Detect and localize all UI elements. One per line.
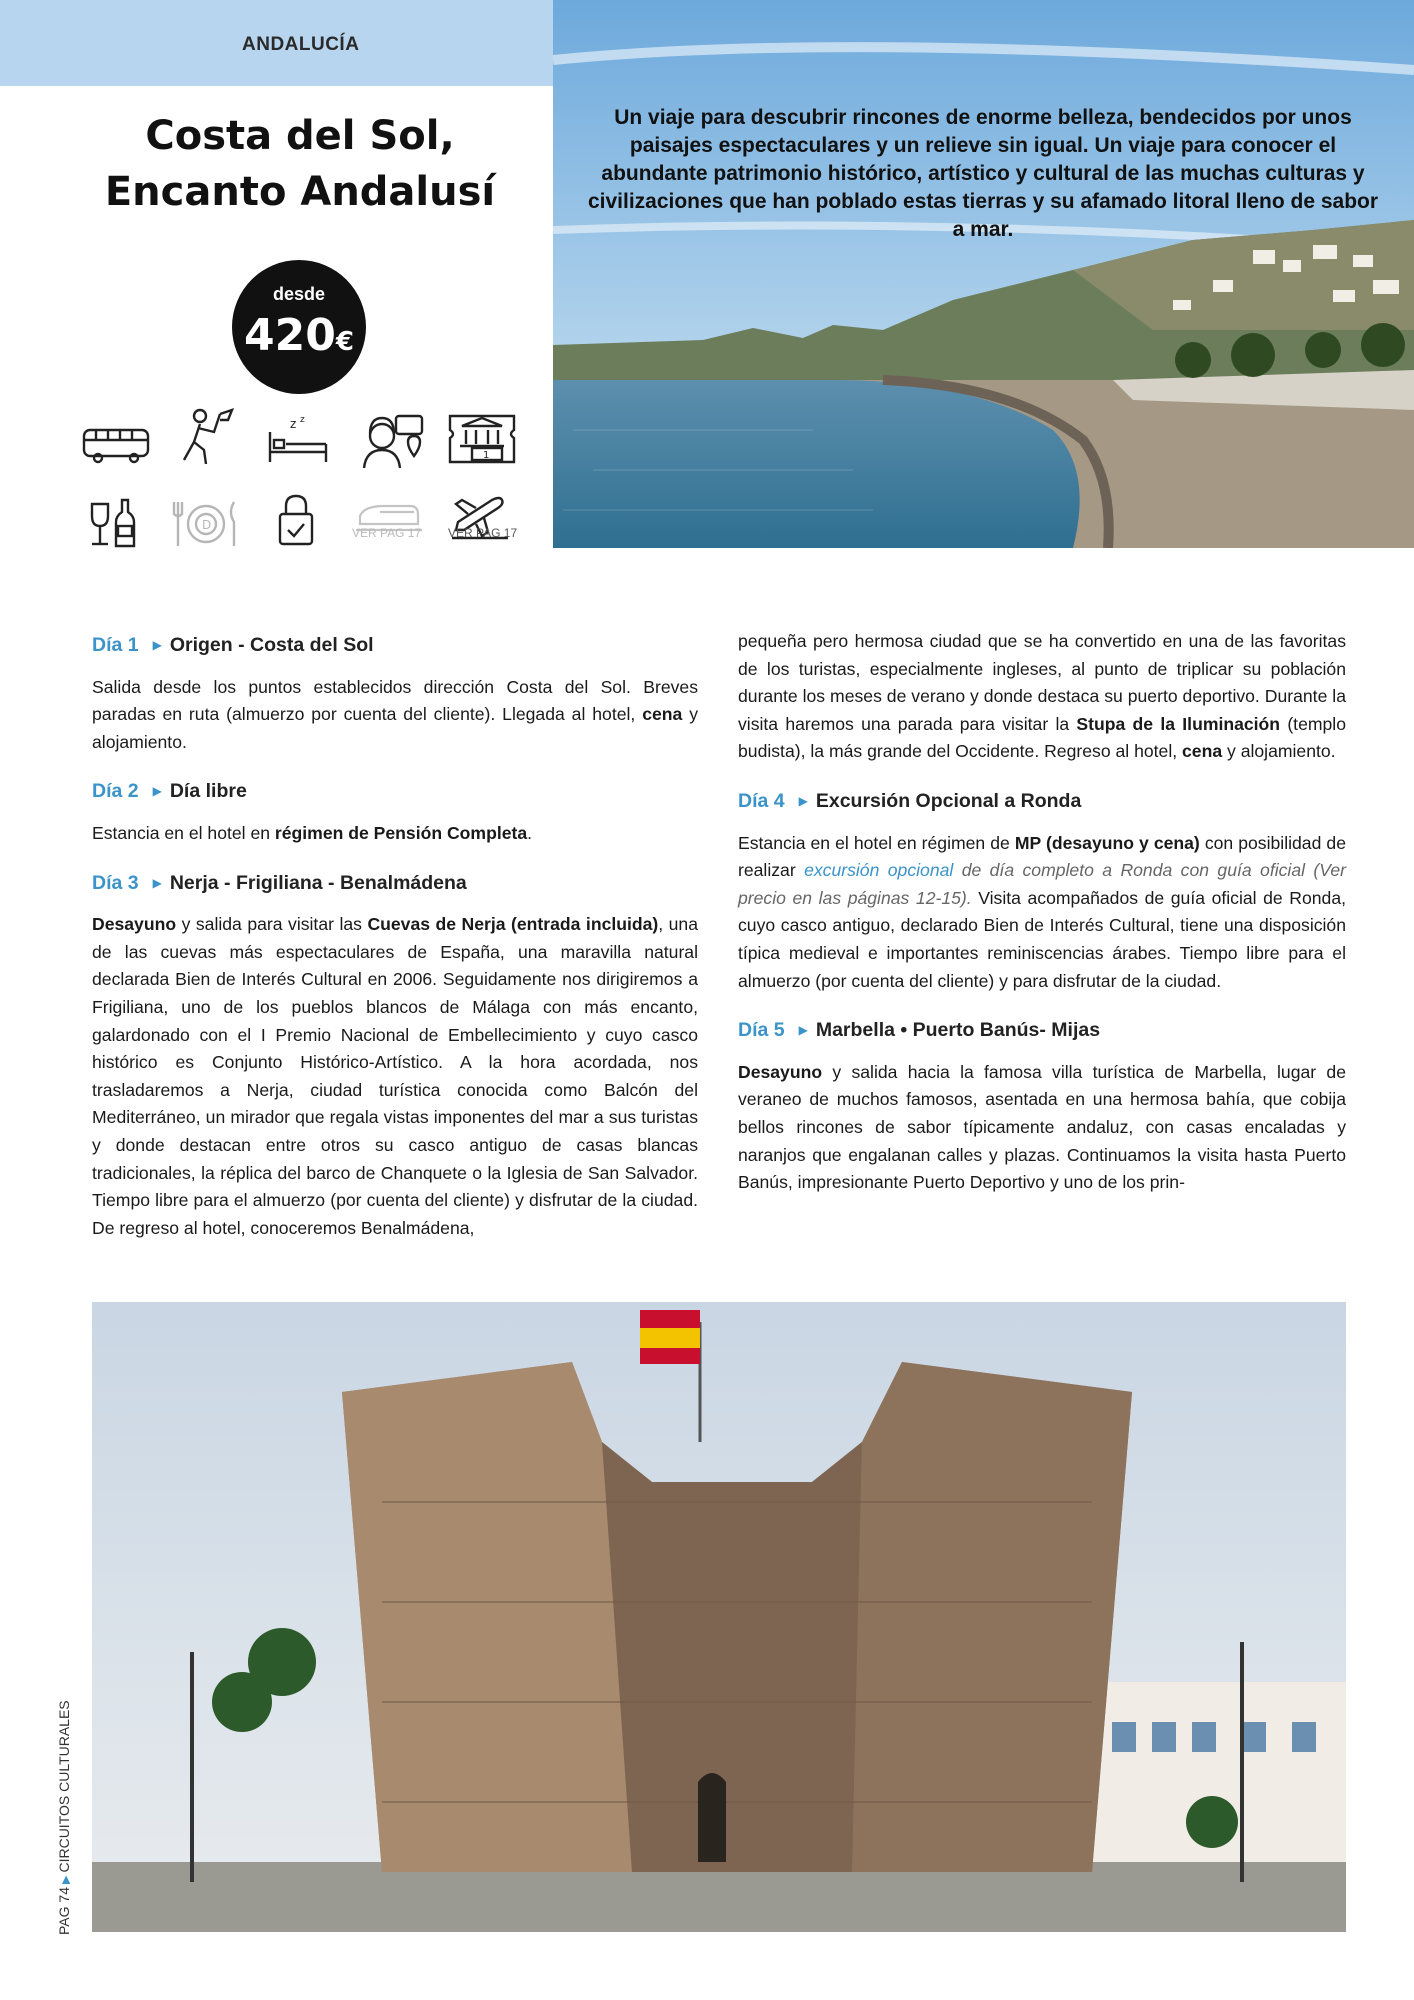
chevron-right-icon: ▶ bbox=[152, 638, 162, 652]
day-2-title: Día libre bbox=[169, 780, 247, 803]
day-3-text-part-2: pequeña pero hermosa ciudad que se ha convertido en una de las favoritas de los turistas, especialmente ingleses, al punto de triplicar su población durante los meses de verano y donde destaca su puerto deportivo. Durante la visita haremos una parada para visitar la Stupa de la Iluminación (templo budista), la más grande del Occidente. Regreso al hotel, cena y alojamiento. bbox=[738, 631, 1346, 762]
day-4-heading bbox=[738, 788, 1346, 816]
wine-icon bbox=[78, 490, 156, 560]
day-3-title: Nerja - Frigiliana - Benalmádena bbox=[169, 871, 467, 894]
tower-photo bbox=[92, 1302, 1346, 1932]
price-currency: € bbox=[335, 327, 354, 357]
price-prefix: desde bbox=[272, 284, 326, 304]
chevron-right-icon: ▶ bbox=[60, 1875, 72, 1884]
tour-title-line-1: Costa del Sol, bbox=[145, 113, 455, 159]
price-amount-line bbox=[232, 310, 366, 361]
train-caption: VER PAG 17 bbox=[352, 526, 422, 540]
meal-icon bbox=[168, 490, 246, 560]
day-1-number: Día 1 bbox=[92, 634, 139, 656]
chevron-right-icon: ▶ bbox=[798, 793, 808, 808]
day-2-number: Día 2 bbox=[92, 780, 139, 803]
day-5-number: Día 5 bbox=[738, 1019, 785, 1042]
day-1-title: Origen - Costa del Sol bbox=[169, 634, 374, 656]
svg-text:1: 1 bbox=[483, 450, 490, 461]
plane-caption: VER PAG 17 bbox=[448, 526, 518, 540]
page-footer bbox=[56, 1700, 72, 1935]
intro-text: Un viaje para descubrir rincones de enorme belleza, bendecidos por unos paisajes espectaculares y un relieve sin igual. Un viaje para conocer el abundante patrimonio histórico, artístico y cultural de las muchas culturas y civilizaciones que han poblado estas tierras y su afamado litoral lleno de sabor a mar. bbox=[587, 106, 1379, 241]
day-4-title: Excursión Opcional a Ronda bbox=[815, 789, 1082, 812]
ticket-entrance-icon bbox=[444, 404, 522, 474]
price-amount: 420 bbox=[244, 310, 336, 361]
chevron-right-icon: ▶ bbox=[798, 1023, 808, 1038]
day-5-text: Desayuno y salida hacia la famosa villa turística de Marbella, lugar de veraneo de muchos famosos, asentada en una hermosa bahía, que cobija bellos rincones de sabor típicamente andaluz, con casas encaladas y naranjos que engalanan calles y plazas. Continuamos la visita hasta Puerto Banús, impresionante Puerto Deportivo y uno de los prin- bbox=[738, 1061, 1346, 1193]
bus-icon bbox=[78, 408, 156, 478]
day-2-text: Estancia en el hotel en régimen de Pensión Completa. bbox=[92, 822, 533, 843]
coast-illustration bbox=[553, 0, 1414, 548]
chevron-right-icon: ▶ bbox=[152, 784, 162, 799]
svg-text:z: z bbox=[290, 417, 297, 431]
day-4-text: Estancia en el hotel en régimen de MP (desayuno y cena) con posibilidad de realizar excursión opcional de día completo a Ronda con guía oficial (Ver precio en las páginas 12-15). Visita acompañados de guía oficial de Ronda, cuyo casco antiguo, declarado Bien de Interés Cultural, tiene una disposición típica medieval e importantes reminiscencias árabes. Tiempo libre para el almuerzo (por cuenta del cliente) y para disfrutar de la ciudad. bbox=[738, 832, 1347, 991]
day-4-number: Día 4 bbox=[738, 789, 785, 812]
day-5-heading bbox=[738, 1017, 1346, 1045]
hero-coast-photo bbox=[553, 0, 1414, 548]
tower-illustration bbox=[92, 1302, 1346, 1932]
day-1-heading bbox=[92, 632, 698, 660]
plane-icon bbox=[442, 482, 520, 552]
guide-icon bbox=[170, 402, 248, 472]
tour-title bbox=[60, 108, 540, 220]
chevron-right-icon: ▶ bbox=[152, 875, 162, 890]
insurance-lock-icon bbox=[258, 488, 336, 558]
region-label: ANDALUCÍA bbox=[242, 34, 360, 55]
day-3-text-part-1: Desayuno y salida para visitar las Cuevas de Nerja (entrada incluida), una de las cuevas más espectaculares de España, una maravilla natural declarada Bien de Interés Cultural en 2006. Seguidamente nos dirigiremos a Frigiliana, uno de los pueblos blancos de Málaga con más encanto, galardonado con el I Premio Nacional de Embellecimiento y cuyo casco histórico es Conjunto Histórico-Artístico. A la hora acordada, nos trasladaremos a Nerja, ciudad turística conocida como Balcón del Mediterráneo, un mirador que regala vistas imponentes del mar a sus turistas y donde destacan entre otros su casco antiguo de casas blancas tradicionales, la réplica del barco de Chanquete o la Iglesia de San Salvador. Tiempo libre para el almuerzo (por cuenta del cliente) y disfrutar de la ciudad. De regreso al hotel, conoceremos Benalmádena, bbox=[92, 914, 698, 1238]
page-number: PAG 74 bbox=[56, 1887, 72, 1935]
day-1-text: Salida desde los puntos establecidos dirección Costa del Sol. Breves paradas en ruta (almuerzo por cuenta del cliente). Llegada al hotel, cena y alojamiento. bbox=[92, 676, 699, 752]
day-5-title: Marbella • Puerto Banús- Mijas bbox=[815, 1019, 1101, 1042]
day-3-heading bbox=[92, 870, 698, 898]
hotel-bed-icon bbox=[260, 408, 338, 478]
day-2-heading bbox=[92, 778, 698, 806]
svg-text:z: z bbox=[300, 415, 305, 425]
region-tab bbox=[0, 0, 553, 86]
tour-title-line-2: Encanto Andalusí bbox=[104, 169, 496, 215]
price-badge bbox=[232, 260, 366, 394]
day-3-number: Día 3 bbox=[92, 871, 139, 894]
assistant-icon bbox=[352, 406, 430, 476]
itinerary-right-column bbox=[738, 628, 1346, 1219]
itinerary-left-column bbox=[92, 632, 698, 1264]
section-name: CIRCUITOS CULTURALES bbox=[56, 1700, 72, 1873]
train-icon bbox=[350, 484, 428, 554]
svg-text:D: D bbox=[202, 518, 212, 532]
